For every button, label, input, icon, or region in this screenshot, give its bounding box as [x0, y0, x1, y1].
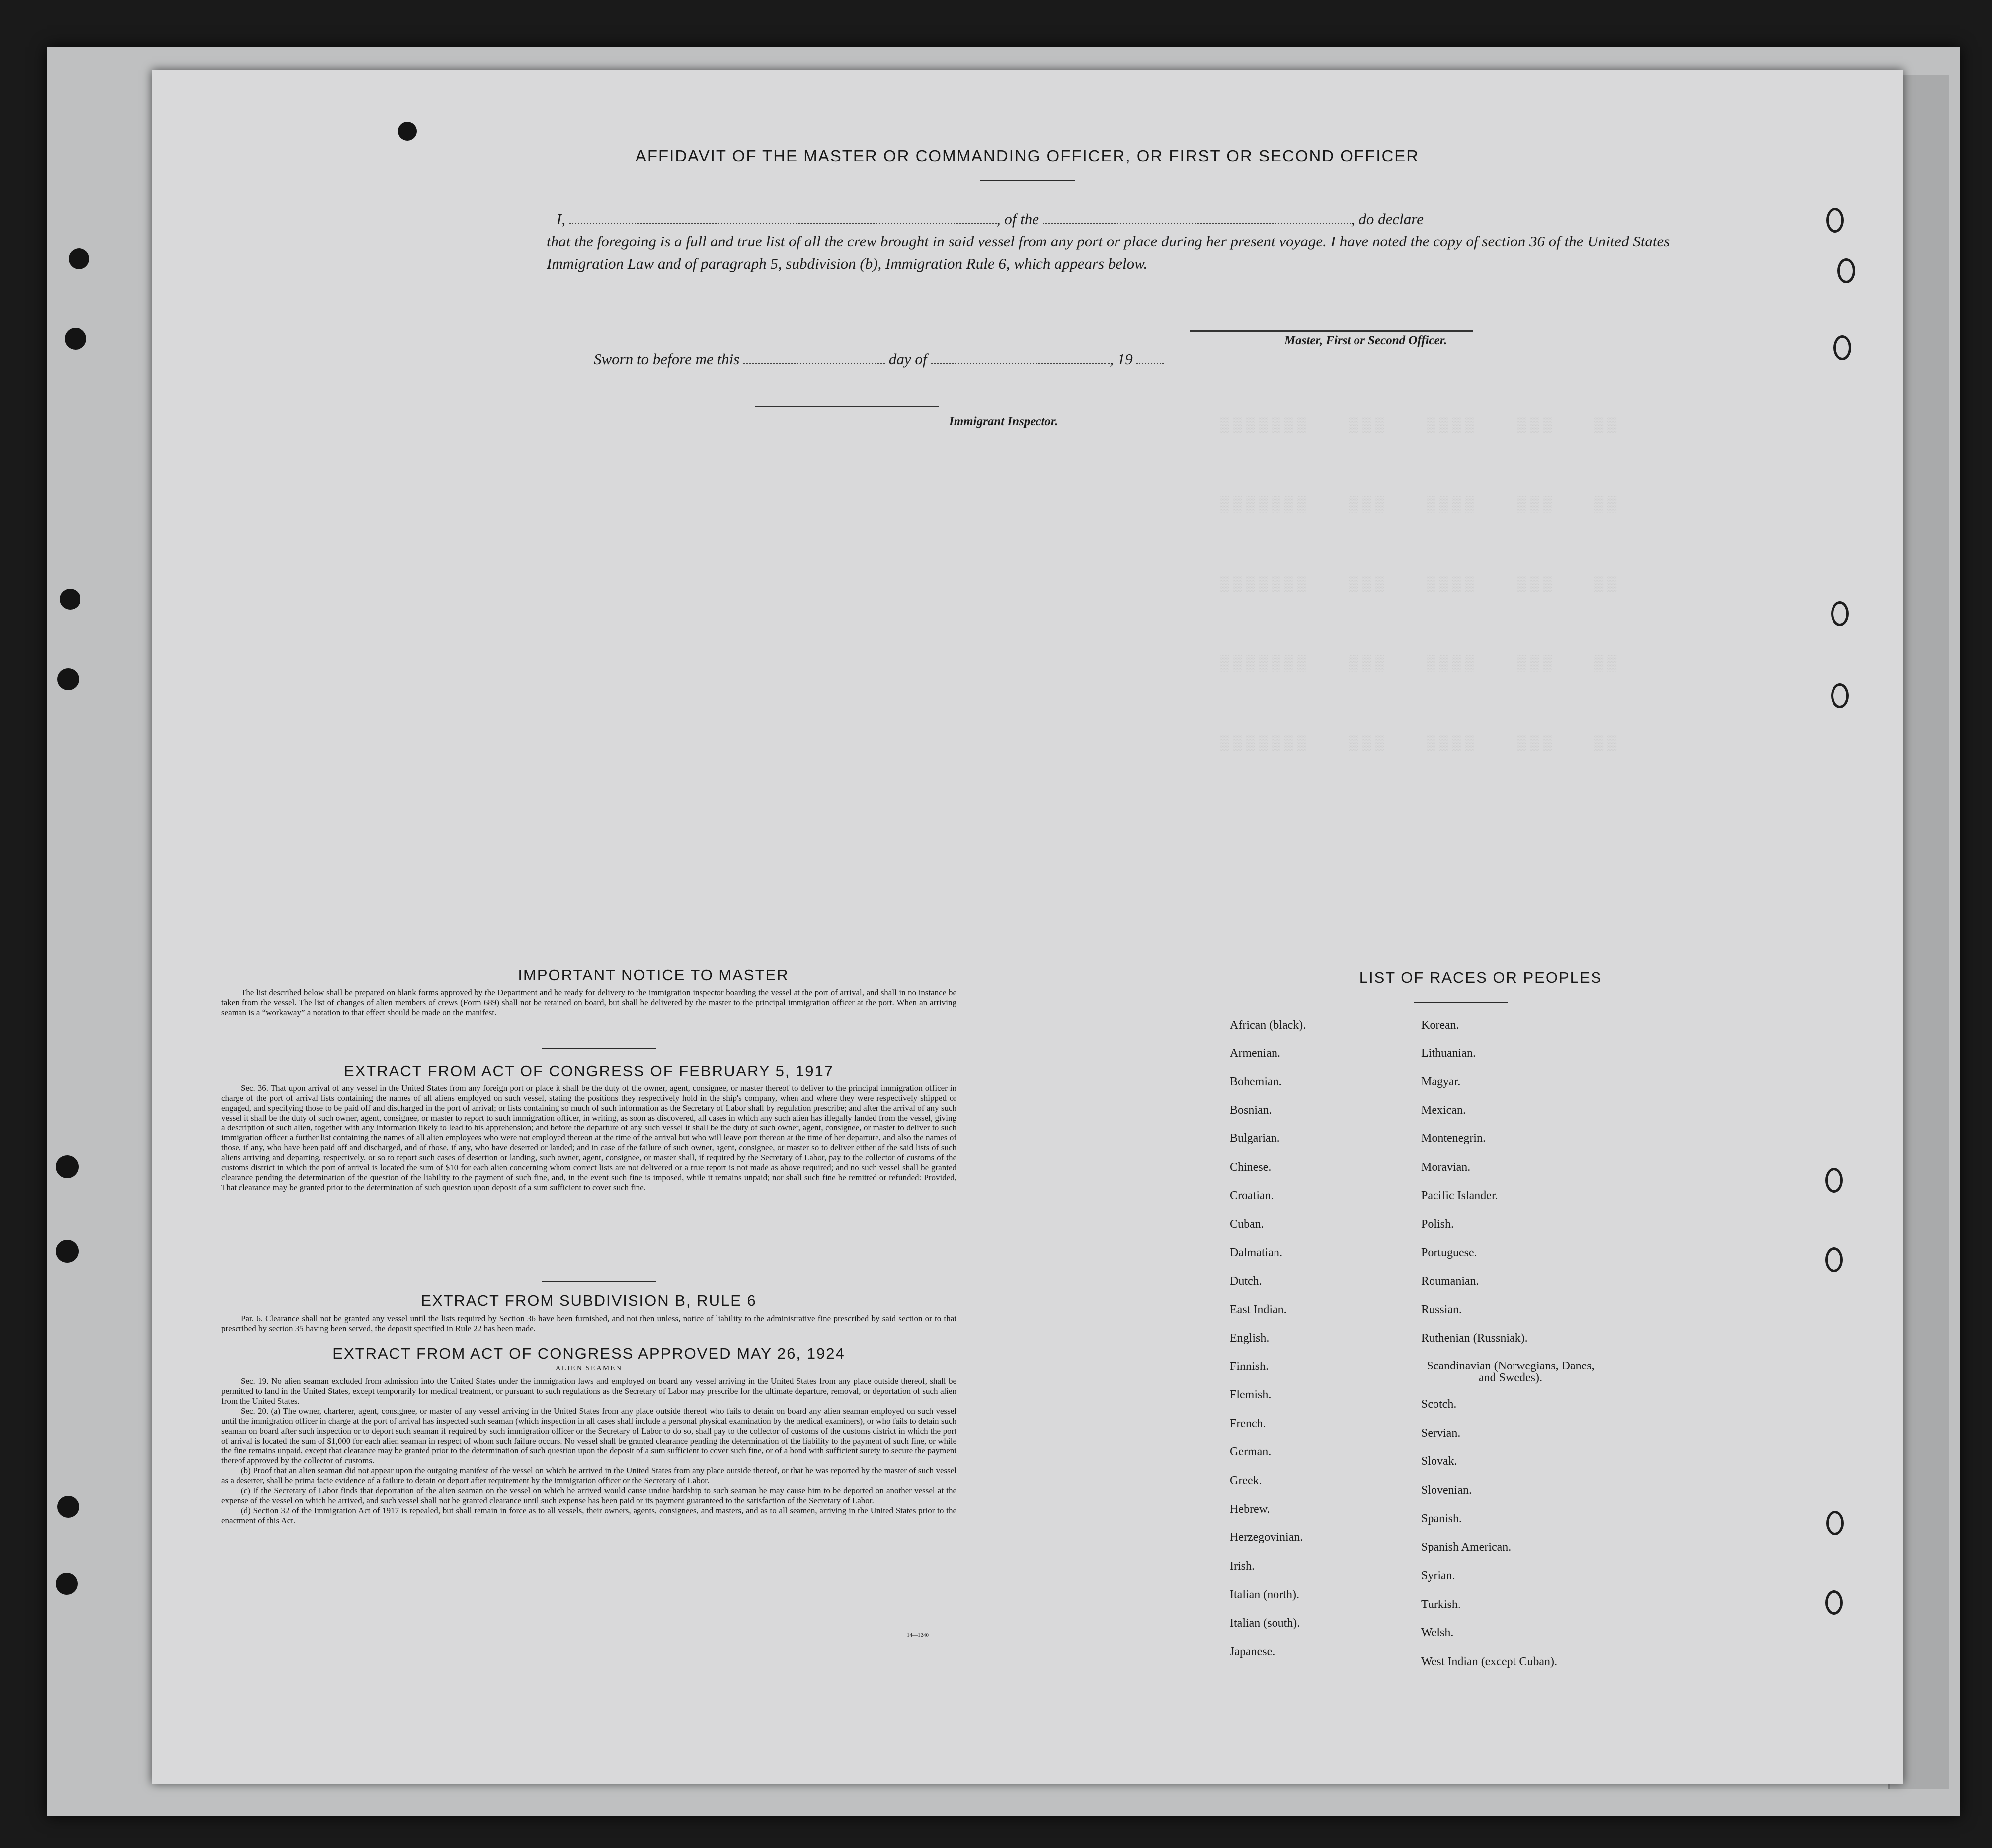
punch-hole-ring: [1825, 1247, 1843, 1272]
par-6-paragraph: Par. 6. Clearance shall not be granted any vessel until the lists required by Section 36 have been furnished, and not then unless, notice of liability to the administrative fine prescribed by said section or to that prescribed by section 35 having been served, the deposit specified in Rule 22 has been made.: [221, 1314, 956, 1333]
punch-hole-ring: [1831, 601, 1849, 626]
section-20c-paragraph: (c) If the Secretary of Labor finds that deportation of the alien seaman on the vessel on which he arrived would cause undue hardship to such seaman he may cause him to be deported on another vessel at the expense of the vessel on which he arrived, and such vessel shall not be granted clearance until such expense has been paid or its payment guaranteed to the satisfaction of the Secretary of Labor.: [221, 1486, 956, 1505]
affidavit-body: that the foregoing is a full and true list of all the crew brought in said vessel from any port or place during her present voyage. I have noted the copy of section 36 of the United States Immigration Law and of paragraph 5, subdivision (b), Immigration Rule 6, which appears below.: [547, 233, 1670, 272]
punch-hole-ring: [1825, 1590, 1843, 1615]
binder-hole: [65, 328, 86, 350]
race-item: Armenian.: [1230, 1047, 1280, 1060]
notice-title: IMPORTANT NOTICE TO MASTER: [518, 966, 789, 984]
section-20b-paragraph: (b) Proof that an alien seaman did not appear upon the outgoing manifest of the vessel on which he arrived in the United States from any place outside thereof, or that he was reported by the master of such vessel as a deserter, shall be prima facie evidence of a failure to detain or deport after requirement by the immigration officer or the Secretary of Labor.: [221, 1466, 956, 1485]
race-item: Spanish.: [1421, 1512, 1462, 1525]
section-19-paragraph: Sec. 19. No alien seaman excluded from admission into the United States under the immigration laws and employed on board any vessel arriving in the United States from any place outside thereof, shall be permitted to land in the United States, except temporarily for medical treatment, or pursuant to such regulations as the Secretary of Labor may prescribe for the ultimate departure, removal, or deportation of such alien from the United States.: [221, 1376, 956, 1406]
section-36-paragraph: Sec. 36. That upon arrival of any vessel in the United States from any foreign port or place it shall be the duty of the owner, agent, consignee, or master thereof to deliver to the principal immigration officer in charge of the port of arrival lists containing the names of all aliens employed on such vessel, stating the positions they respectively hold in the ship's company, when and where they were respectively shipped or engaged, and specifying those to be paid off and discharged in the port of arrival; or lists containing so much of such information as the Secretary of Labor shall by regulation prescribe; and after the arrival of any such vessel it shall be the duty of such owner, agent, consignee, or master to report to such immigration officer, in writing, as soon as discovered, all cases in which any such alien has illegally landed from the vessel, giving a description of such alien, together with any information likely to lead to his apprehension; and before the departure of any such vessel it shall be the duty of such owner, agent, consignee, or master to deliver to such immigration officer a further list containing the names of all alien employees who were not employed thereon at the time of the arrival but who will leave port thereon at the time of her departure, and also the names of those, if any, who have been paid off and discharged, and of those, if any, who have deserted or landed; and in case of the failure of such owner, agent, consignee, or master so to deliver either of the said lists of such aliens arriving and departing, respectively, or so to report such cases of desertion or landing, such owner, agent, consignee, or master shall, if required by the Secretary of Labor, pay to the collector of customs of the customs district in which the port of arrival is located the sum of $10 for each alien concerning whom correct lists are not delivered or a true report is not made as above required; and no such vessel shall be granted clearance pending the determination of the question of the liability to the payment of such fine, and, in the event such fine is imposed, while it remains unpaid; nor shall such fine be remitted or refunded: Provided, That clearance may be granted prior to the determination of such question upon deposit of a sum sufficient to cover such fine.: [221, 1083, 956, 1192]
race-item: Polish.: [1421, 1218, 1454, 1231]
manifest-reverse-page: [152, 70, 1903, 1784]
race-item: Magyar.: [1421, 1075, 1461, 1088]
races-title: LIST OF RACES OR PEOPLES: [1359, 969, 1602, 986]
bleed-through-text: ▒▒▒▒▒▒▒ ▒▒▒ ▒▒▒▒ ▒▒▒ ▒▒: [1220, 497, 1621, 514]
name-blank[interactable]: [569, 223, 997, 224]
inspector-signature-line[interactable]: [755, 406, 939, 407]
races-underline: [1414, 1002, 1508, 1003]
race-item: Mexican.: [1421, 1104, 1466, 1117]
race-item: Flemish.: [1230, 1388, 1272, 1401]
race-item: French.: [1230, 1417, 1266, 1430]
race-item: Montenegrin.: [1421, 1132, 1486, 1145]
race-item: Herzegovinian.: [1230, 1531, 1303, 1544]
sworn-prefix: Sworn to before me this: [594, 350, 740, 368]
affidavit-of-the-label: , of the: [996, 210, 1039, 228]
race-item: Pacific Islander.: [1421, 1189, 1498, 1202]
race-item: Portuguese.: [1421, 1246, 1477, 1259]
race-item: Korean.: [1421, 1019, 1459, 1032]
form-number: 14—1240: [907, 1632, 929, 1638]
sworn-line: [594, 348, 1438, 370]
race-item: Croatian.: [1230, 1189, 1274, 1202]
race-item: Spanish American.: [1421, 1541, 1512, 1554]
race-item: Lithuanian.: [1421, 1047, 1476, 1060]
act-1917-title: EXTRACT FROM ACT OF CONGRESS OF FEBRUARY 5, 1917: [343, 1062, 834, 1080]
race-item: Scandinavian (Norwegians, Danes, and Swedes).: [1427, 1360, 1594, 1384]
binder-hole: [56, 1155, 79, 1178]
binder-hole: [56, 1573, 78, 1595]
binder-hole: [57, 1496, 79, 1518]
bleed-through-text: ▒▒▒▒▒▒▒ ▒▒▒ ▒▒▒▒ ▒▒▒ ▒▒: [1220, 417, 1621, 434]
race-item: Welsh.: [1421, 1626, 1454, 1639]
punch-hole-ring: [1826, 208, 1844, 233]
race-item: West Indian (except Cuban).: [1421, 1655, 1557, 1668]
act-1917-text: [221, 1083, 956, 1193]
race-item: Cuban.: [1230, 1218, 1264, 1231]
rule-6-text: [221, 1314, 956, 1334]
affidavit-i-label: I,: [557, 210, 566, 228]
affidavit-title: AFFIDAVIT OF THE MASTER OR COMMANDING OFFICER, OR FIRST OR SECOND OFFICER: [635, 147, 1420, 165]
rule-6-title: EXTRACT FROM SUBDIVISION B, RULE 6: [421, 1292, 757, 1309]
race-item: Dalmatian.: [1230, 1246, 1282, 1259]
affidavit-declare-label: , do declare: [1351, 210, 1424, 228]
punch-hole-ring: [1825, 1168, 1843, 1193]
title-underline: [980, 180, 1075, 181]
race-item: Ruthenian (Russniak).: [1421, 1332, 1528, 1345]
race-item: Bosnian.: [1230, 1104, 1272, 1117]
race-item: Finnish.: [1230, 1360, 1269, 1373]
punch-hole-ring: [1831, 683, 1849, 708]
race-item: Hebrew.: [1230, 1503, 1270, 1516]
punch-hole-ring: [1826, 1511, 1844, 1535]
race-item: Chinese.: [1230, 1161, 1272, 1174]
binder-hole: [57, 668, 79, 690]
race-item: Italian (north).: [1230, 1588, 1299, 1601]
race-item: Syrian.: [1421, 1569, 1455, 1582]
sworn-day-blank[interactable]: [743, 363, 885, 364]
race-item: Turkish.: [1421, 1598, 1461, 1611]
vessel-blank[interactable]: [1043, 223, 1351, 224]
section-20a-paragraph: Sec. 20. (a) The owner, charterer, agent, consignee, or master of any vessel arriving in the United States from any place outside thereof who fails to detain on board any alien seaman employed on such vessel until the immigration officer in charge at the port of arrival has inspected such seaman (which inspection in all cases shall include a personal physical examination by the medical examiners), or who fails to detain such seaman on board after such inspection or to deport such seaman if required by such immigration officer or the Secretary of Labor to do so, shall pay to the collector of customs of the customs district in which the port of arrival is located the sum of $1,000 for each alien seaman in respect of whom such failure occurs. No vessel shall be granted clearance pending the determination of the liability to the payment of such fine, or while the fine remains unpaid, except that clearance may be granted prior to the determination of such question upon the deposit of a sum sufficient to cover such fine, or of a bond with sufficient surety to secure the payment thereof approved by the collector of customs.: [221, 1406, 956, 1465]
race-item: Bulgarian.: [1230, 1132, 1280, 1145]
section-divider: [542, 1048, 656, 1049]
race-item: Slovak.: [1421, 1455, 1457, 1468]
master-signature-line[interactable]: [1190, 330, 1473, 332]
race-item: Bohemian.: [1230, 1075, 1282, 1088]
bleed-through-text: ▒▒▒▒▒▒▒ ▒▒▒ ▒▒▒▒ ▒▒▒ ▒▒: [1220, 735, 1621, 752]
punch-hole: [398, 122, 417, 141]
race-item: Irish.: [1230, 1560, 1255, 1573]
sworn-year: , 19: [1110, 350, 1133, 368]
race-item: Moravian.: [1421, 1161, 1471, 1174]
alien-seamen-subtitle: ALIEN SEAMEN: [555, 1365, 623, 1372]
bleed-through-text: ▒▒▒▒▒▒▒ ▒▒▒ ▒▒▒▒ ▒▒▒ ▒▒: [1220, 656, 1621, 673]
master-signature-label: Master, First or Second Officer.: [1284, 334, 1447, 347]
section-20d-paragraph: (d) Section 32 of the Immigration Act of 1917 is repealed, but shall remain in force as to all vessels, their owners, agents, consignees, and masters, and as to all seamen, arriving in the United States prior to the enactment of this Act.: [221, 1506, 956, 1525]
punch-hole-ring: [1833, 335, 1851, 360]
binder-hole: [69, 248, 89, 269]
sworn-month-blank[interactable]: [931, 363, 1110, 364]
race-item: Italian (south).: [1230, 1617, 1300, 1630]
bleed-through-text: ▒▒▒▒▒▒▒ ▒▒▒ ▒▒▒▒ ▒▒▒ ▒▒: [1220, 576, 1621, 593]
act-1924-title: EXTRACT FROM ACT OF CONGRESS APPROVED MAY 26, 1924: [332, 1345, 845, 1362]
sworn-day-of: day of: [888, 350, 927, 368]
notice-paragraph: The list described below shall be prepared on blank forms approved by the Department and be ready for delivery to the immigration inspector boarding the vessel at the port of arrival, and shall in no instance be taken from the vessel. The list of changes of alien members of crews (Form 689) shall not be retained on board, but shall be delivered by the master to the principal immigration officer at the port. When an arriving seaman is a “workaway” a notation to that effect should be made on the manifest.: [221, 988, 956, 1017]
sworn-year-blank[interactable]: [1136, 363, 1164, 364]
race-item: Japanese.: [1230, 1645, 1275, 1658]
inspector-signature-label: Immigrant Inspector.: [949, 415, 1058, 428]
race-item: Greek.: [1230, 1474, 1262, 1487]
race-item: Roumanian.: [1421, 1275, 1479, 1287]
race-item: Servian.: [1421, 1427, 1461, 1440]
act-1924-text: [221, 1376, 956, 1526]
race-item: Slovenian.: [1421, 1484, 1472, 1497]
punch-hole-ring: [1837, 258, 1855, 283]
race-item: Dutch.: [1230, 1275, 1262, 1287]
binder-hole: [56, 1240, 79, 1263]
race-item: Scotch.: [1421, 1398, 1457, 1411]
binder-hole: [60, 589, 80, 610]
race-item: German.: [1230, 1446, 1272, 1458]
race-item: African (black).: [1230, 1019, 1306, 1032]
race-item: Russian.: [1421, 1303, 1462, 1316]
affidavit-declaration-line: [547, 208, 1687, 230]
race-item: English.: [1230, 1332, 1270, 1345]
race-item: East Indian.: [1230, 1303, 1287, 1316]
section-divider: [542, 1281, 656, 1282]
notice-text: [221, 988, 956, 1018]
